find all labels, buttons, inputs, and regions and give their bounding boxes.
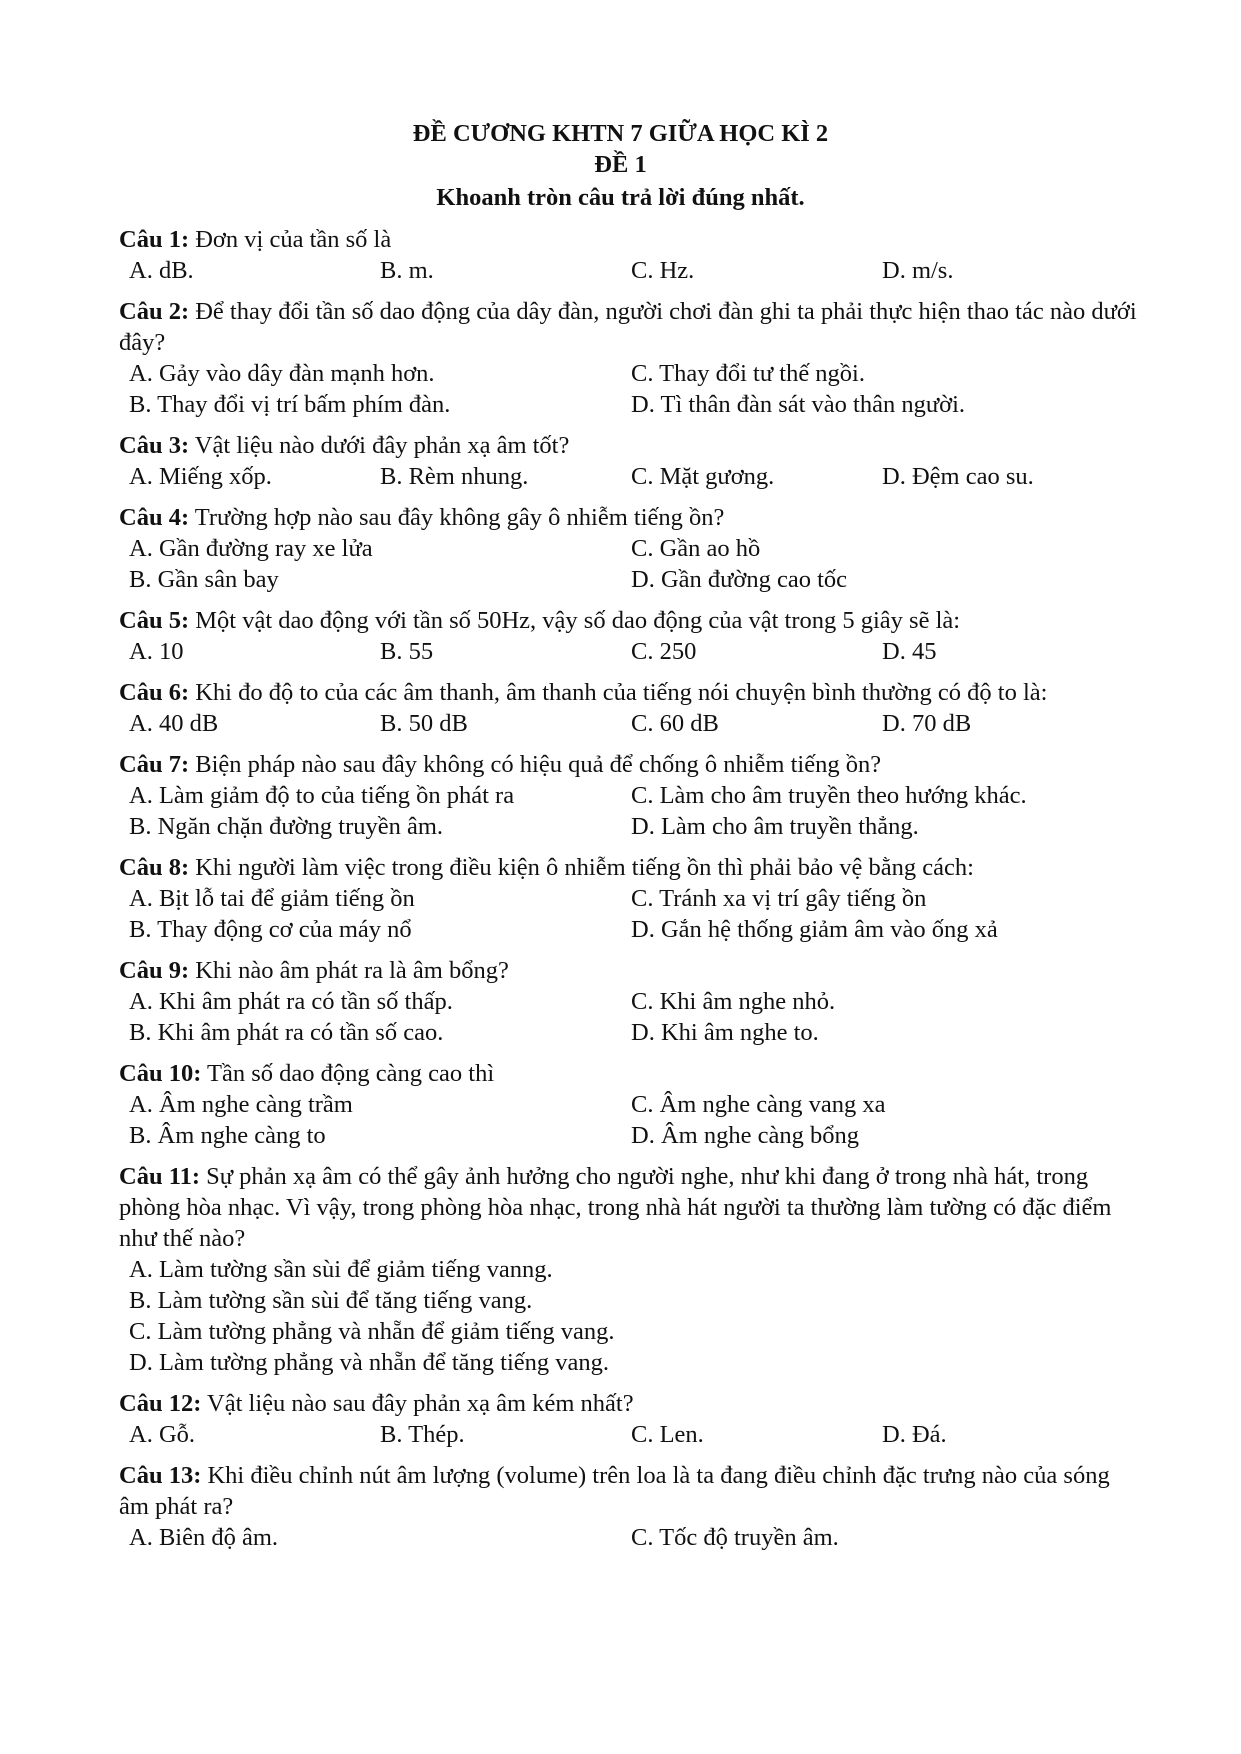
answer-option: A. 10 <box>129 638 184 665</box>
question-6 <box>119 677 1139 739</box>
answer-option: D. Gắn hệ thống giảm âm vào ống xả <box>631 916 998 943</box>
answer-option: D. Tì thân đàn sát vào thân người. <box>631 391 966 418</box>
question-label: Câu 5: <box>119 607 190 634</box>
answer-option: C. Tốc độ truyền âm. <box>631 1524 839 1551</box>
question-13 <box>119 1460 1139 1553</box>
answer-options <box>119 461 1139 492</box>
question-text <box>119 1161 1139 1254</box>
answer-options <box>119 708 1139 739</box>
answer-option: A. Gảy vào dây đàn mạnh hơn. <box>129 360 435 387</box>
question-2 <box>119 296 1139 420</box>
document-title: ĐỀ CƯƠNG KHTN 7 GIỮA HỌC KÌ 2 <box>412 120 829 147</box>
question-10 <box>119 1058 1139 1151</box>
question-text <box>119 296 1139 358</box>
question-text <box>119 1388 1139 1419</box>
answer-option: A. Bịt lỗ tai để giảm tiếng ồn <box>129 885 415 912</box>
question-body: Vật liệu nào sau đây phản xạ âm kém nhất? <box>201 1390 634 1417</box>
answer-option: C. Mặt gương. <box>631 463 775 490</box>
answer-option: D. m/s. <box>882 257 954 284</box>
answer-option: C. Thay đổi tư thế ngồi. <box>631 360 865 387</box>
answer-option: C. Làm cho âm truyền theo hướng khác. <box>631 782 1027 809</box>
question-body: Khi nào âm phát ra là âm bổng? <box>189 957 509 984</box>
question-text <box>119 852 1139 883</box>
instruction-text: Khoanh tròn câu trả lời đúng nhất. <box>436 184 805 211</box>
answer-option: D. 45 <box>882 638 937 665</box>
answer-option: D. Đá. <box>882 1421 947 1448</box>
question-label: Câu 13: <box>119 1462 202 1489</box>
question-body: Biện pháp nào sau đây không có hiệu quả để chống ô nhiễm tiếng ồn? <box>189 751 882 778</box>
answer-options <box>119 1419 1139 1450</box>
answer-option: A. Làm giảm độ to của tiếng ồn phát ra <box>129 782 515 809</box>
question-5 <box>119 605 1139 667</box>
question-body: Đơn vị của tần số là <box>189 226 392 253</box>
answer-option: B. Âm nghe càng to <box>129 1122 326 1149</box>
answer-option: B. 50 dB <box>380 710 468 737</box>
answer-option: D. Âm nghe càng bổng <box>631 1122 859 1149</box>
question-label: Câu 8: <box>119 854 190 881</box>
question-3 <box>119 430 1139 492</box>
answer-option: B. Khi âm phát ra có tần số cao. <box>129 1019 444 1046</box>
answer-option: B. 55 <box>380 638 434 665</box>
question-text <box>119 1460 1139 1522</box>
question-label: Câu 1: <box>119 226 190 253</box>
exam-number: ĐỀ 1 <box>594 151 647 178</box>
question-label: Câu 12: <box>119 1390 202 1417</box>
answer-option: D. Khi âm nghe to. <box>631 1019 819 1046</box>
question-text <box>119 677 1139 708</box>
question-label: Câu 3: <box>119 432 190 459</box>
answer-option: B. m. <box>380 257 434 284</box>
answer-option: A. Khi âm phát ra có tần số thấp. <box>129 988 453 1015</box>
question-label: Câu 11: <box>119 1163 201 1190</box>
question-label: Câu 6: <box>119 679 190 706</box>
question-body: Tần số dao động càng cao thì <box>201 1060 495 1087</box>
answer-option: A. Miếng xốp. <box>129 463 272 490</box>
question-7 <box>119 749 1139 842</box>
question-text <box>119 1058 1139 1089</box>
answer-options <box>119 255 1139 286</box>
question-text <box>119 605 1139 636</box>
question-body: Sự phản xạ âm có thể gây ảnh hưởng cho người nghe, như khi đang ở trong nhà hát, trong phòng hòa nhạc. Vì vậy, trong phòng hòa nhạc, trong nhà hát người ta thường làm tường có đặc điểm như thế nào? <box>119 1163 1112 1252</box>
answer-option: C. Tránh xa vị trí gây tiếng ồn <box>631 885 927 912</box>
question-11 <box>119 1161 1139 1378</box>
question-label: Câu 9: <box>119 957 190 984</box>
question-12 <box>119 1388 1139 1450</box>
answer-option: A. dB. <box>129 257 194 284</box>
question-text <box>119 749 1139 780</box>
answer-option: C. Khi âm nghe nhỏ. <box>631 988 836 1015</box>
answer-option: B. Thay động cơ của máy nổ <box>129 916 412 943</box>
answer-options <box>119 883 1139 945</box>
answer-option: A. Làm tường sần sùi để giảm tiếng vanng. <box>129 1256 553 1283</box>
question-label: Câu 2: <box>119 298 190 325</box>
question-label: Câu 4: <box>119 504 190 531</box>
answer-option: B. Ngăn chặn đường truyền âm. <box>129 813 444 840</box>
answer-options <box>119 986 1139 1048</box>
question-label: Câu 7: <box>119 751 190 778</box>
question-text <box>119 224 1139 255</box>
answer-option: C. 250 <box>631 638 697 665</box>
answer-options <box>119 1089 1139 1151</box>
answer-option: D. Làm tường phẳng và nhẵn để tăng tiếng vang. <box>129 1349 610 1376</box>
answer-option: A. Gỗ. <box>129 1421 196 1448</box>
answer-option: C. 60 dB <box>631 710 719 737</box>
question-body: Trường hợp nào sau đây không gây ô nhiễm tiếng ồn? <box>189 504 725 531</box>
answer-option: D. 70 dB <box>882 710 972 737</box>
answer-option: C. Làm tường phẳng và nhẵn để giảm tiếng vang. <box>129 1318 615 1345</box>
answer-option: A. Âm nghe càng trầm <box>129 1091 353 1118</box>
answer-option: B. Thay đổi vị trí bấm phím đàn. <box>129 391 451 418</box>
question-body: Khi người làm việc trong điều kiện ô nhiễm tiếng ồn thì phải bảo vệ bằng cách: <box>189 854 974 881</box>
answer-option: C. Len. <box>631 1421 704 1448</box>
question-text <box>119 955 1139 986</box>
answer-option: A. Gần đường ray xe lửa <box>129 535 373 562</box>
question-8 <box>119 852 1139 945</box>
question-list <box>119 224 1139 1563</box>
answer-option: A. 40 dB <box>129 710 219 737</box>
question-text <box>119 430 1139 461</box>
document-header <box>0 118 1241 213</box>
answer-options <box>119 1522 1139 1553</box>
answer-options <box>119 1254 1139 1378</box>
answer-option: D. Đệm cao su. <box>882 463 1034 490</box>
question-text <box>119 502 1139 533</box>
question-body: Khi điều chỉnh nút âm lượng (volume) trên loa là ta đang điều chỉnh đặc trưng nào của sóng âm phát ra? <box>119 1462 1110 1520</box>
answer-option: D. Gần đường cao tốc <box>631 566 848 593</box>
question-1 <box>119 224 1139 286</box>
question-body: Một vật dao động với tần số 50Hz, vậy số dao động của vật trong 5 giây sẽ là: <box>189 607 961 634</box>
question-body: Vật liệu nào dưới đây phản xạ âm tốt? <box>189 432 570 459</box>
question-9 <box>119 955 1139 1048</box>
question-4 <box>119 502 1139 595</box>
question-label: Câu 10: <box>119 1060 202 1087</box>
answer-option: C. Gần ao hồ <box>631 535 761 562</box>
answer-options <box>119 780 1139 842</box>
answer-option: B. Rèm nhung. <box>380 463 529 490</box>
answer-options <box>119 533 1139 595</box>
answer-options <box>119 358 1139 420</box>
answer-option: C. Hz. <box>631 257 695 284</box>
answer-options <box>119 636 1139 667</box>
answer-option: B. Gần sân bay <box>129 566 279 593</box>
question-body: Để thay đổi tần số dao động của dây đàn, người chơi đàn ghi ta phải thực hiện thao tác nào dưới đây? <box>119 298 1137 356</box>
answer-option: D. Làm cho âm truyền thẳng. <box>631 813 919 840</box>
answer-option: A. Biên độ âm. <box>129 1524 279 1551</box>
answer-option: C. Âm nghe càng vang xa <box>631 1091 886 1118</box>
question-body: Khi đo độ to của các âm thanh, âm thanh của tiếng nói chuyện bình thường có độ to là: <box>189 679 1048 706</box>
answer-option: B. Làm tường sần sùi để tăng tiếng vang. <box>129 1287 533 1314</box>
answer-option: B. Thép. <box>380 1421 465 1448</box>
